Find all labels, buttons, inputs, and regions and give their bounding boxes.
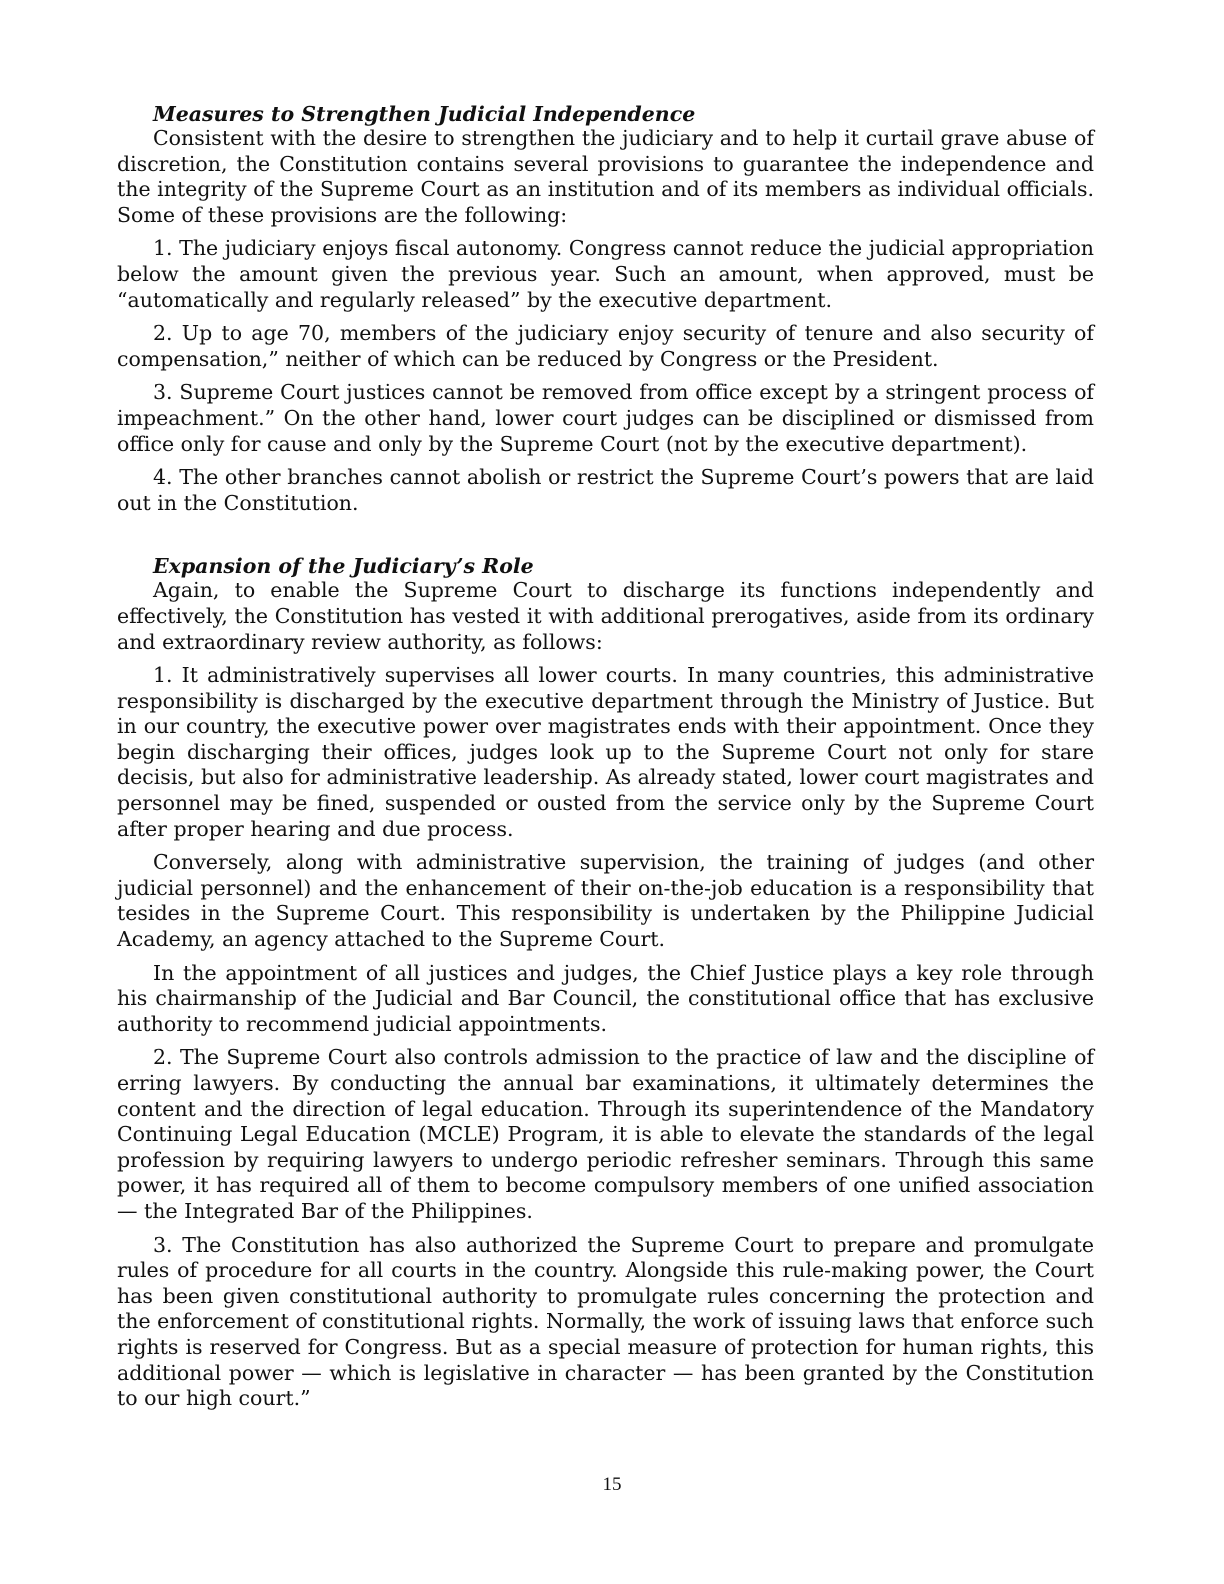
page-number: 15 <box>602 1474 622 1495</box>
paragraph-item-1: 1. It administratively supervises all lower courts. In many countries, this administrative responsibility is discharged by the executive department through the Ministry of Justice. But in our country, the executive power over magistrates ends with their appointment. Once they begin discharging their offices, judges look up to the Supreme Court not only for stare decisis, but also for administrative leadership. As already stated, lower court magistrates and personnel may be fined, suspended or ousted from the service only by the Supreme Court after proper hearing and due process. <box>117 663 1094 841</box>
document-page <box>117 100 1094 1420</box>
paragraph-item-2: 2. Up to age 70, members of the judiciary enjoy security of tenure and also security of compensation,” neither of which can be reduced by Congress or the President. <box>117 321 1094 371</box>
section-judicial-independence <box>117 100 1094 516</box>
paragraph-item-4: 4. The other branches cannot abolish or restrict the Supreme Court’s powers that are laid out in the Constitution. <box>117 465 1094 515</box>
paragraph-item-2: 2. The Supreme Court also controls admission to the practice of law and the discipline of erring lawyers. By conducting the annual bar examinations, it ultimately determines the content and the direction of legal education. Through its superintendence of the Mandatory Continuing Legal Education (MCLE) Program, it is able to elevate the standards of the legal profession by requiring lawyers to undergo periodic refresher seminars. Through this same power, it has required all of them to become compulsory members of one unified association — the Integrated Bar of the Philippines. <box>117 1045 1094 1223</box>
paragraph-item-1: 1. The judiciary enjoys fiscal autonomy. Congress cannot reduce the judicial appropriation below the amount given the previous year. Such an amount, when approved, must be “automatically and regularly released” by the executive department. <box>117 236 1094 312</box>
paragraph-item-3: 3. The Constitution has also authorized the Supreme Court to prepare and promulgate rules of procedure for all courts in the country. Alongside this rule-making power, the Court has been given constitutional authority to promulgate rules concerning the protection and the enforcement of constitutional rights. Normally, the work of issuing laws that enforce such rights is reserved for Congress. But as a special measure of protection for human rights, this additional power — which is legislative in character — has been granted by the Constitution to our high court.” <box>117 1232 1094 1411</box>
paragraph-item-3: 3. Supreme Court justices cannot be removed from office except by a stringent process of impeachment.” On the other hand, lower court judges can be disciplined or dismissed from office only for cause and only by the Supreme Court (not by the executive department). <box>117 380 1094 456</box>
section-judiciary-role <box>117 552 1094 1411</box>
paragraph-training: Conversely, along with administrative supervision, the training of judges (and other judicial personnel) and the enhancement of their on-the-job education is a responsibility that tesides in the Supreme Court. This responsibility is undertaken by the Philippine Judicial Academy, an agency attached to the Supreme Court. <box>117 850 1094 952</box>
paragraph-intro: Again, to enable the Supreme Court to discharge its functions independently and effectively, the Constitution has vested it with additional prerogatives, aside from its ordinary and extraordinary review authority, as follows: <box>117 578 1094 654</box>
section-heading: Measures to Strengthen Judicial Independence <box>153 102 696 126</box>
paragraph-intro: Consistent with the desire to strengthen the judiciary and to help it curtail grave abuse of discretion, the Constitution contains several provisions to guarantee the independence and the integrity of the Supreme Court as an institution and of its members as individual officials. Some of these provisions are the following: <box>117 126 1094 227</box>
paragraph-appointment: In the appointment of all justices and judges, the Chief Justice plays a key role through his chairmanship of the Judicial and Bar Council, the constitutional office that has exclusive authority to recommend judicial appointments. <box>117 960 1094 1036</box>
section-heading: Expansion of the Judiciary’s Role <box>153 554 534 579</box>
